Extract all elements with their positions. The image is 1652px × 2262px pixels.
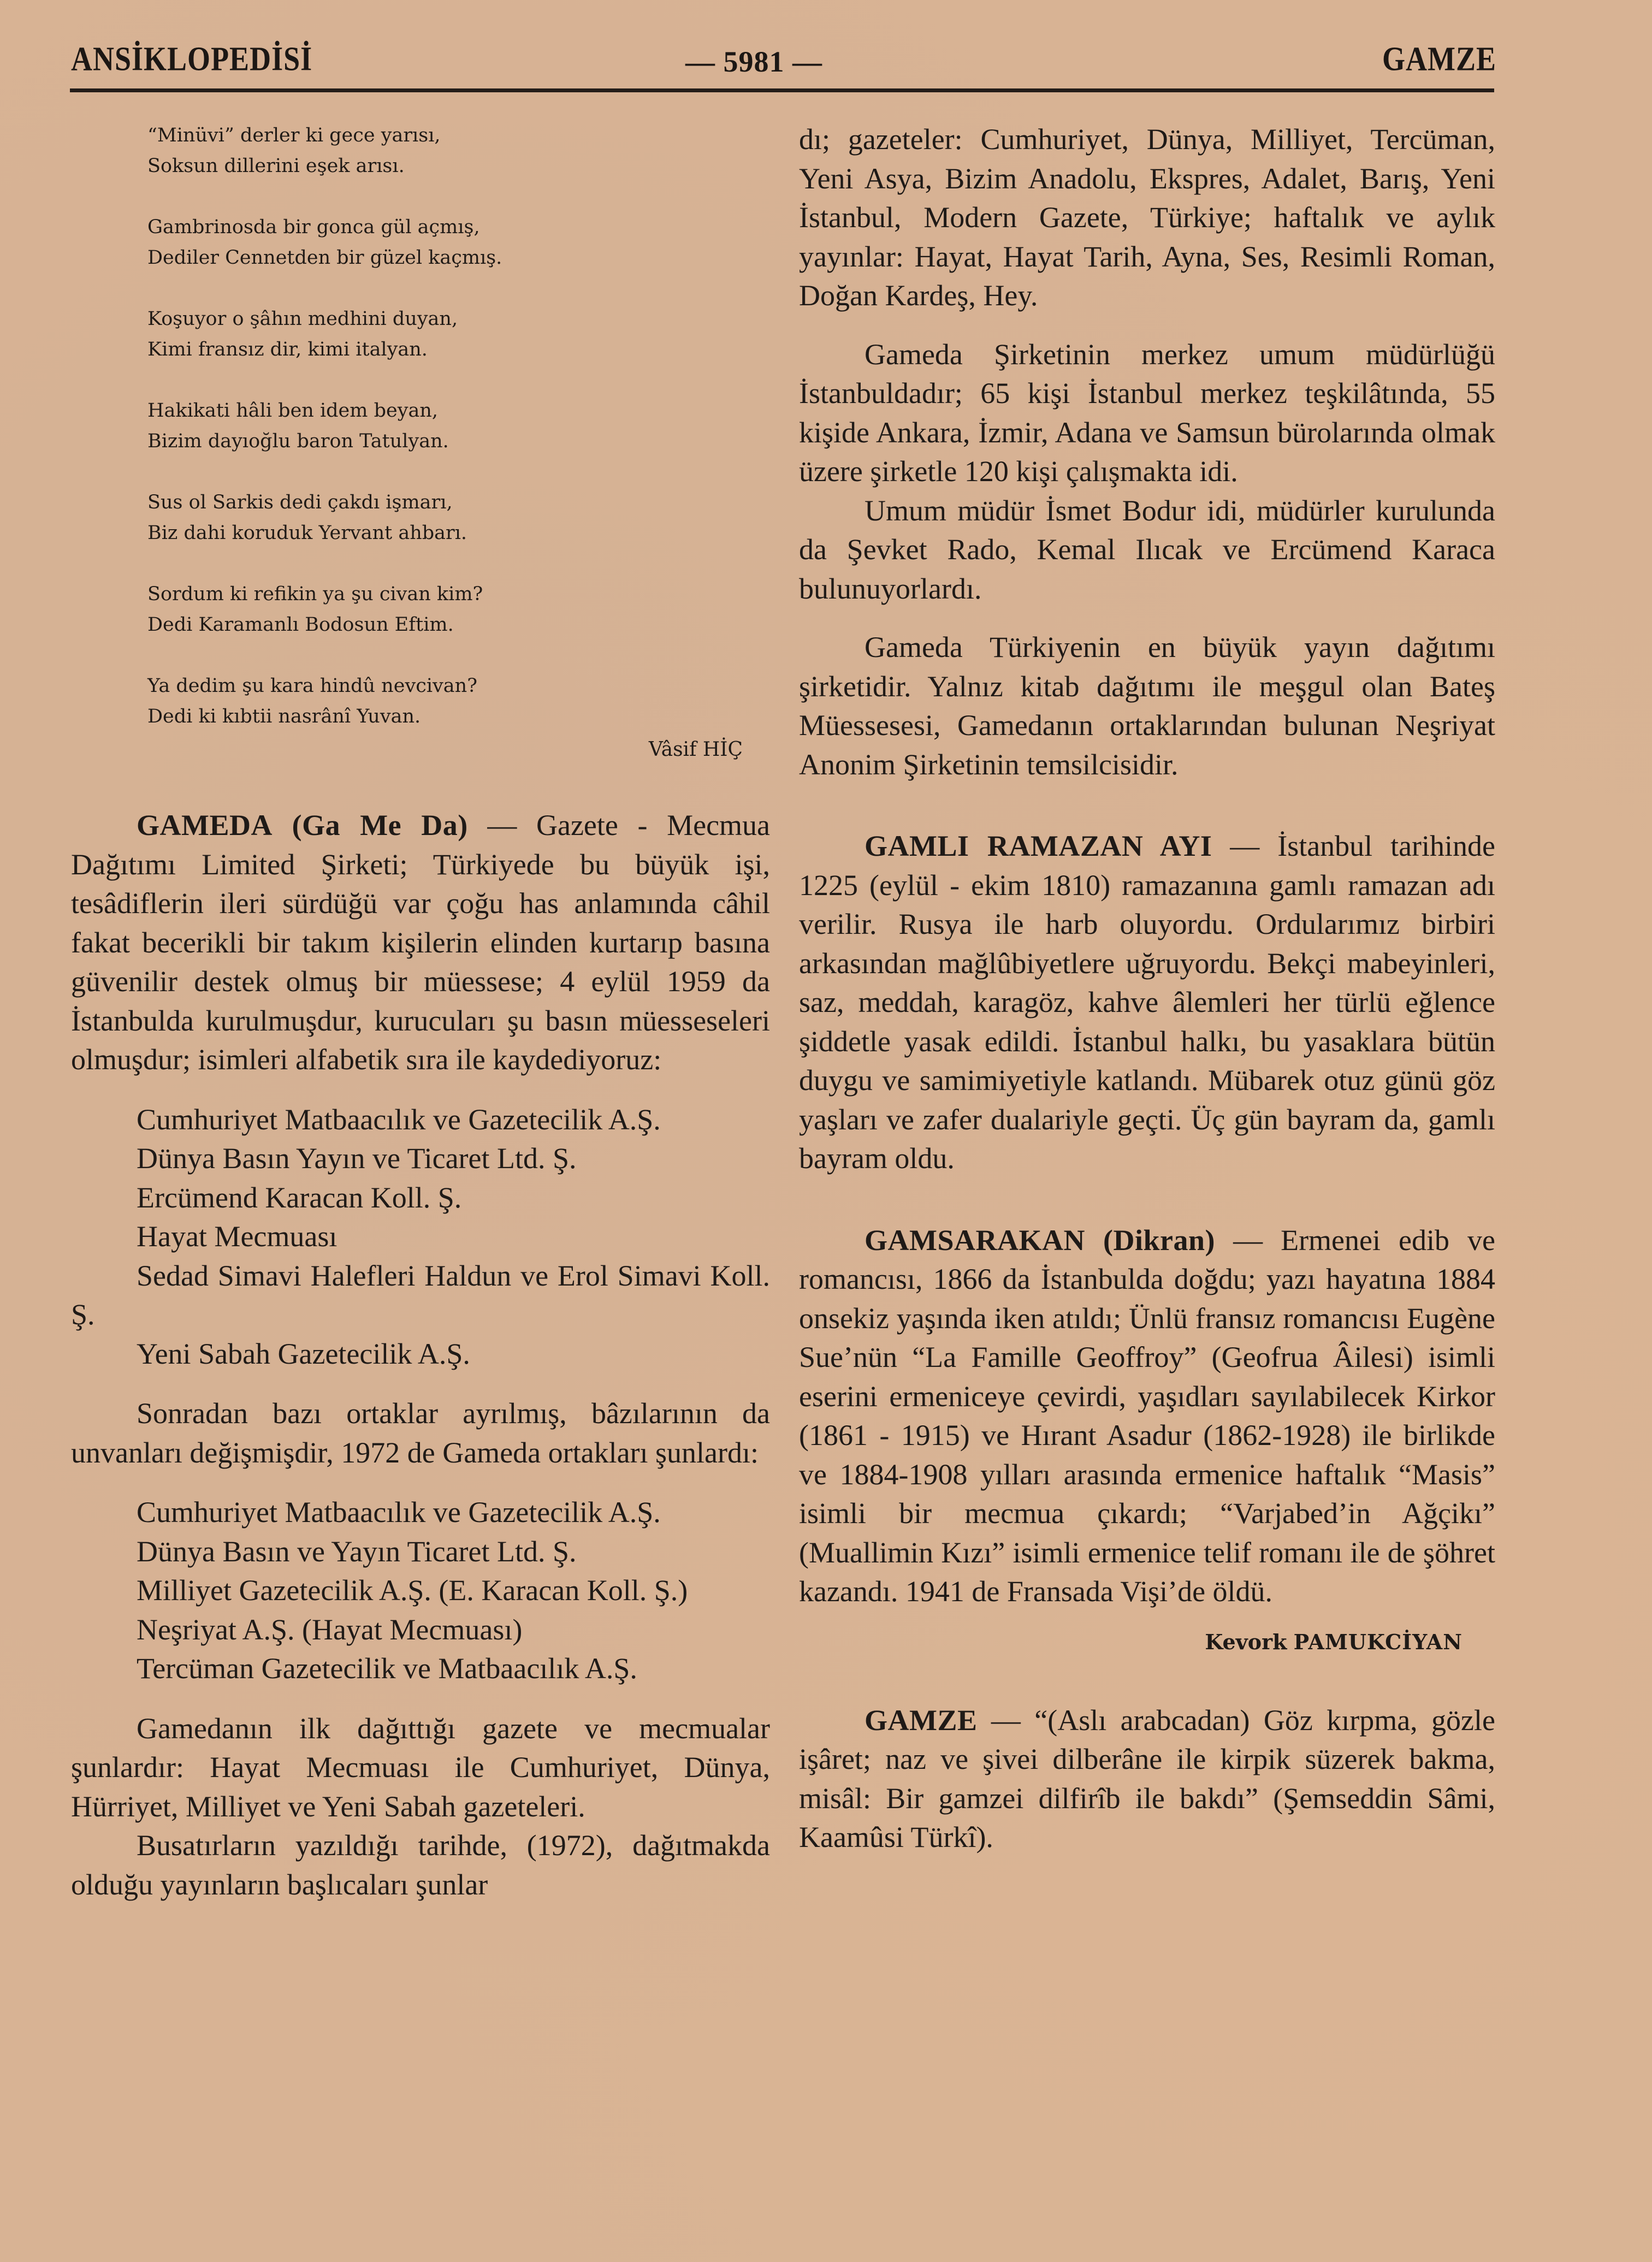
list-item: Hayat Mecmuası xyxy=(137,1220,337,1253)
list-item: Milliyet Gazetecilik A.Ş. (E. Karacan Koll. Ş.) xyxy=(137,1574,688,1607)
entry-gameda-intro xyxy=(71,806,770,1080)
founders-list xyxy=(71,1100,770,1374)
poem-stanza xyxy=(147,487,694,548)
list-item: Ercümend Karacan Koll. Ş. xyxy=(137,1181,462,1214)
entry-headword: GAMZE xyxy=(865,1703,978,1737)
entry-headword: GAMEDA xyxy=(137,809,273,842)
poem-stanza xyxy=(147,212,694,273)
poem-stanza xyxy=(147,304,694,365)
header-publication-title: ANSİKLOPEDİSİ xyxy=(71,40,313,78)
spacer xyxy=(799,608,1495,628)
entry-subhead: (Dikran) xyxy=(1103,1223,1216,1257)
poem-line: Biz dahi koruduk Yervant ahbarı. xyxy=(147,522,467,544)
list-item: Cumhuriyet Matbaacılık ve Gazetecilik A.Ş. xyxy=(137,1103,661,1136)
poem-line: Sus ol Sarkis dedi çakdı işmarı, xyxy=(147,492,453,513)
entry-headword: GAMLI RAMAZAN AYI xyxy=(865,830,1212,862)
spacer xyxy=(799,316,1495,335)
poem-stanza xyxy=(147,579,694,640)
poem-line: Koşuyor o şâhın medhini duyan, xyxy=(147,308,458,330)
poem xyxy=(147,120,694,732)
left-column xyxy=(71,120,770,1904)
header-page-number: — 5981 — xyxy=(685,45,822,78)
list-item: Sedad Simavi Halefleri Haldun ve Erol Simavi Koll. Ş. xyxy=(71,1259,770,1331)
entry-gameda-changes: Sonradan bazı ortaklar ayrılmış, bâzılarının da unvanları değişmişdir, 1972 de Gameda ortakları şunlardı: xyxy=(71,1397,770,1469)
list-item: Yeni Sabah Gazetecilik A.Ş. xyxy=(137,1337,470,1370)
entry-gameda-largest: Gameda Türkiyenin en büyük yayın dağıtımı şirketidir. Yalnız kitab dağıtımı ile meşgul olan Bateş Müessesesi, Gamedanın ortaklarından bulunan Neşriyat Anonim Şirketinin temsilcisidir. xyxy=(799,631,1495,781)
entry-gamze xyxy=(799,1701,1495,1857)
spacer xyxy=(799,1179,1495,1221)
poem-line: Hakikati hâli ben idem beyan, xyxy=(147,400,439,422)
entry-gameda-headquarters: Gameda Şirketinin merkez umum müdürlüğü İstanbuldadır; 65 kişi İstanbul merkez teşkilâtında, 55 kişide Ankara, İzmir, Adana ve Samsun bürolarında olmak üzere şirketle 120 kişi çalışmakta idi. xyxy=(799,337,1495,488)
poem-stanza xyxy=(147,120,694,181)
poem-line: Gambrinosda bir gonca gül açmış, xyxy=(147,216,480,238)
spacer xyxy=(799,1659,1495,1701)
list-item: Cumhuriyet Matbaacılık ve Gazetecilik A.Ş. xyxy=(137,1496,661,1529)
entry-headword: GAMSARAKAN xyxy=(865,1223,1085,1257)
entry-text: — Ermenei edib ve romancısı, 1866 da İstanbulda doğdu; yazı hayatına 1884 onsekiz yaşında iken atıldı; Ünlü fransız romancısı Eugène Sue’nün “La Famille Geoffroy” (Geofrua Âilesi) isimli eserini ermeniceye çevirdi, yaşıdları sayılabilecek Kirkor (1861 - 1915) ve Hırant Asadur (1862-1928) ile birlikde ve 1884-1908 yılları arasında ermenice haftalık “Masis” isimli bir mecmua çıkardı; “Varjabed’in Ağçikı” (Muallimin Kızı” isimli ermenice telif romanı ile de şöhret kazandı. 1941 de Fransada Vişi’de öldü. xyxy=(799,1223,1495,1608)
list-item: Neşriyat A.Ş. (Hayat Mecmuası) xyxy=(137,1613,523,1646)
spacer xyxy=(799,784,1495,827)
poem-author: Vâsif HİÇ xyxy=(648,738,743,761)
poem-line: Sordum ki refikin ya şu civan kim? xyxy=(147,583,483,605)
header-rule xyxy=(70,88,1494,92)
spacer xyxy=(71,763,770,806)
entry-gameda-first-distributed: Gamedanın ilk dağıttığı gazete ve mecmualar şunlardır: Hayat Mecmuası ile Cumhuriyet, Dünya, Hürriyet, Milliyet ve Yeni Sabah gazeteleri. xyxy=(71,1712,770,1823)
poem-signature xyxy=(71,736,743,763)
entry-signature xyxy=(799,1626,1495,1659)
partners-1972-list xyxy=(71,1493,770,1689)
right-column xyxy=(799,120,1495,1857)
poem-stanza xyxy=(147,671,694,732)
poem-line: Dedi ki kıbtii nasrânî Yuvan. xyxy=(147,706,421,727)
entry-gameda-management: Umum müdür İsmet Bodur idi, müdürler kurulunda da Şevket Rado, Kemal Ilıcak ve Ercümend Karaca bulunuyorlardı. xyxy=(799,494,1495,605)
list-item: Tercüman Gazetecilik ve Matbaacılık A.Ş. xyxy=(137,1652,637,1685)
entry-gameda-publications-start: Busatırların yazıldığı tarihde, (1972), dağıtmakda olduğu yayınların başlıcaları şunlar xyxy=(71,1829,770,1901)
poem-line: Bizim dayıoğlu baron Tatulyan. xyxy=(147,430,449,452)
signature-first-name: Kevork xyxy=(1205,1629,1287,1654)
running-header xyxy=(71,40,1496,81)
poem-line: Dediler Cennetden bir güzel kaçmış. xyxy=(147,247,502,269)
poem-stanza xyxy=(147,395,694,457)
entry-gameda-publications-cont: dı; gazeteler: Cumhuriyet, Dünya, Milliyet, Tercüman, Yeni Asya, Bizim Anadolu, Ekspres, Adalet, Barış, Yeni İstanbul, Modern Gazete, Türkiye; haftalık ve aylık yayınlar: Hayat, Hayat Tarih, Ayna, Ses, Resimli Roman, Doğan Kardeş, Hey. xyxy=(799,123,1495,312)
list-item: Dünya Basın Yayın ve Ticaret Ltd. Ş. xyxy=(137,1142,577,1175)
poem-line: Dedi Karamanlı Bodosun Eftim. xyxy=(147,614,454,636)
entry-subhead: (Ga Me Da) xyxy=(292,809,468,842)
entry-text: — “(Aslı arabcadan) Göz kırpma, gözle işâret; naz ve şivei dilberâne ile kirpik süzerek bakma, misâl: Bir gamzei dilfirîb ile bakdı” (Şemseddin Sâmi, Kaamûsi Türkî). xyxy=(799,1703,1495,1854)
entry-gamsarakan xyxy=(799,1221,1495,1612)
poem-line: Ya dedim şu kara hindû nevcivan? xyxy=(147,675,477,697)
entry-text: — Gazete - Mecmua Dağıtımı Limited Şirketi; Türkiyede bu büyük işi, tesâdiflerin ileri sürdüğü var çoğu has anlamında câhil fakat becerikli bir takım kişilerin elinden kurtarıp basına güvenilir destek olmuş bir müessese; 4 eylül 1959 da İstanbulda kurulmuşdur, kurucuları şu basın müesseseleri olmuşdur; isimleri alfabetik sıra ile kaydediyoruz: xyxy=(71,809,771,1076)
list-item: Dünya Basın ve Yayın Ticaret Ltd. Ş. xyxy=(137,1535,577,1568)
poem-line: Soksun dillerini eşek arısı. xyxy=(147,155,405,177)
signature-last-name: PAMUKCİYAN xyxy=(1293,1629,1462,1654)
poem-line: Kimi fransız dir, kimi italyan. xyxy=(147,339,428,360)
header-guide-word: GAMZE xyxy=(1382,40,1496,78)
entry-gamli-ramazan xyxy=(799,827,1495,1179)
poem-line: “Minüvi” derler ki gece yarısı, xyxy=(147,125,441,146)
entry-text: — İstanbul tarihinde 1225 (eylül - ekim 1810) ramazanına gamlı ramazan adı verilir. Rusya ile harb oluyordu. Ordularımız birbiri arkasından mağlûbiyetlere uğruyordu. Bekçi mabeyinleri, saz, meddah, karagöz, kahve âlemleri her türlü eğlence şiddetle yasak edildi. İstanbul halkı, bu yasaklara bütün duygu ve samimiyetiyle katlandı. Mübarek otuz günü göz yaşları ve zafer dualariyle geçti. Üç gün bayram da, gamlı bayram oldu. xyxy=(799,830,1496,1175)
